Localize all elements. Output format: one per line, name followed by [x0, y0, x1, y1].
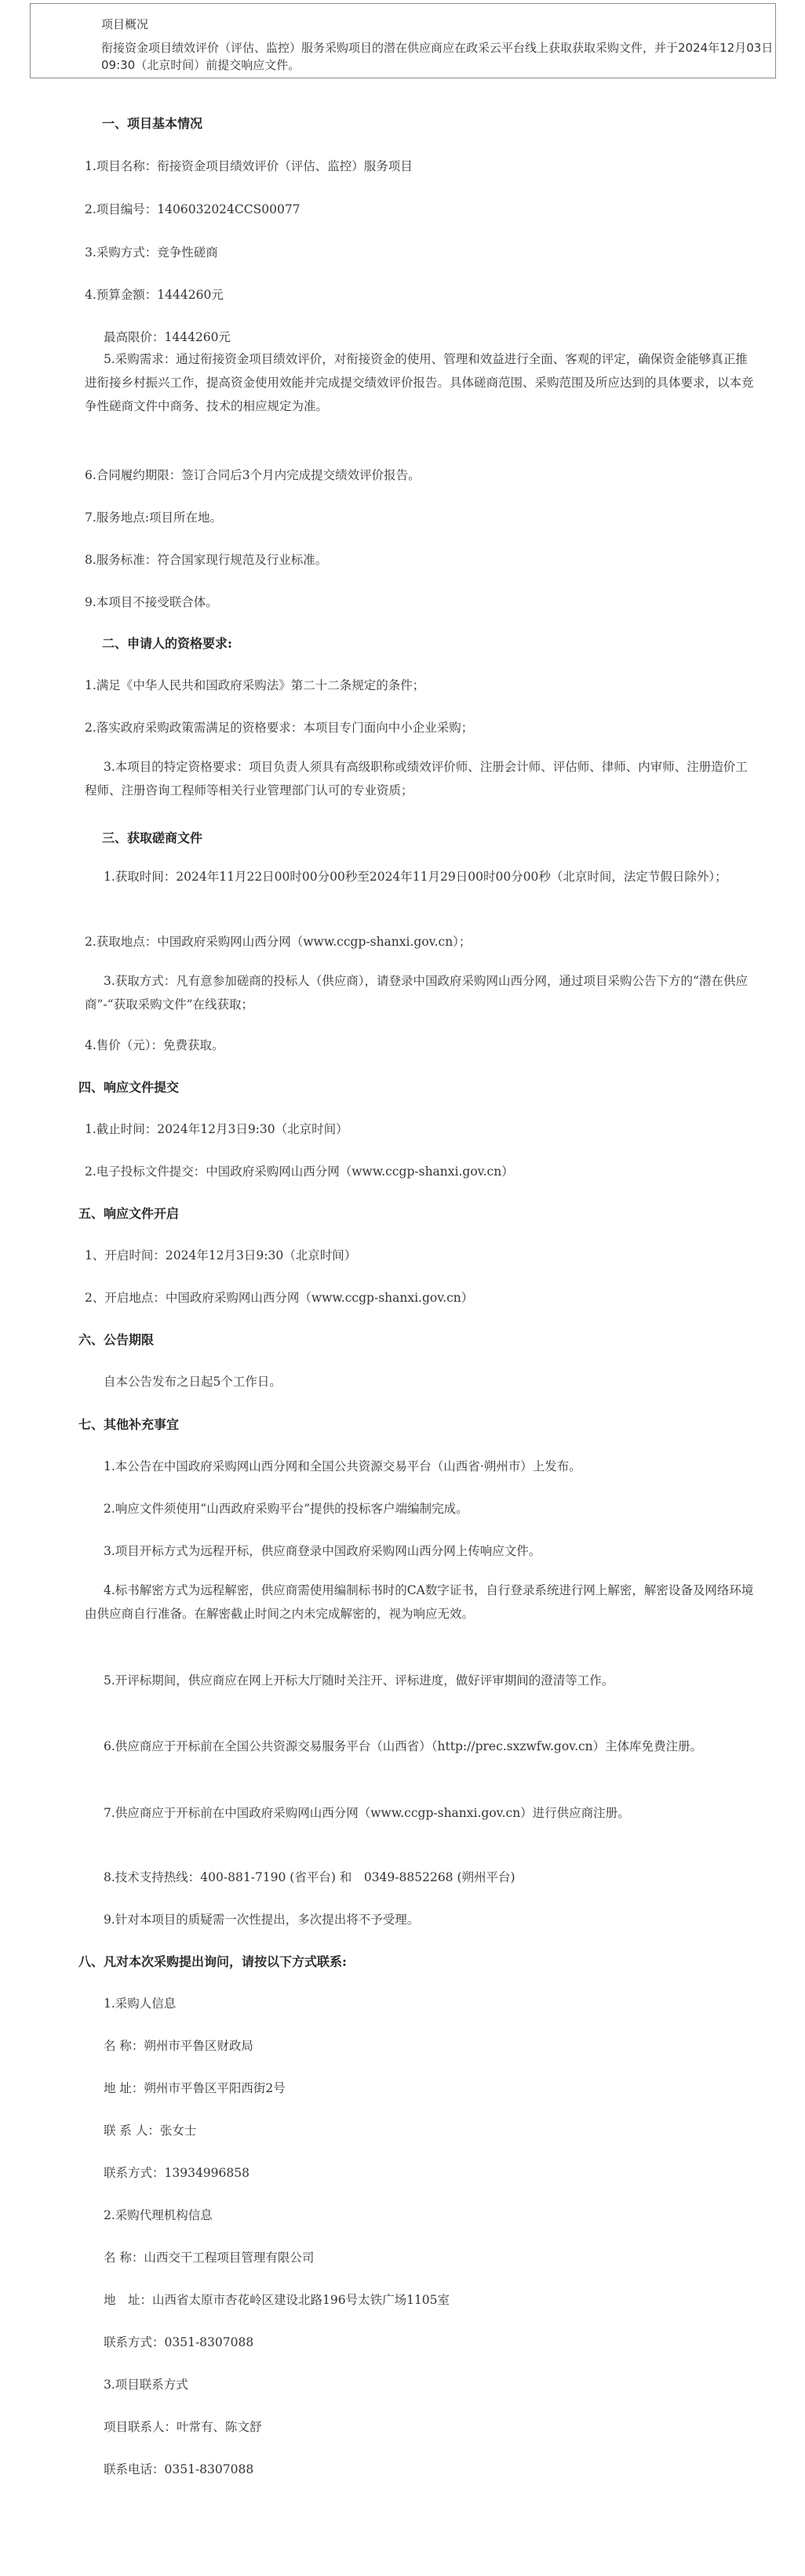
agency-name: 名 称：山西交干工程项目管理有限公司	[104, 2251, 315, 2265]
project-phone: 联系电话：0351-8307088	[104, 2462, 254, 2476]
purchaser-contact: 联 系 人：张女士	[104, 2124, 197, 2138]
summary-title: 项目概况	[101, 17, 149, 31]
opening-location: 2、开启地点：中国政府采购网山西分网（www.ccgp-shanxi.gov.cn）	[85, 1291, 474, 1305]
submission-deadline: 1.截止时间：2024年12月3日9:30（北京时间）	[85, 1122, 348, 1136]
acquisition-method: 3.获取方式：凡有意参加磋商的投标人（供应商），请登录中国政府采购网山西分网，通过项目采购公告下方的“潜在供应商”-“获取采购文件”在线获取；	[85, 974, 748, 1012]
supplement-5: 5.开评标期间，供应商应在网上开标大厅随时关注开、评标进度，做好评审期间的澄清等工作。	[104, 1673, 614, 1688]
purchaser-address: 地 址：朔州市平鲁区平阳西街2号	[104, 2081, 286, 2095]
section-7-heading: 七、其他补充事宜	[78, 1417, 180, 1432]
section-2-heading: 二、申请人的资格要求:	[102, 636, 232, 651]
supplement-6: 6.供应商应于开标前在全国公共资源交易服务平台（山西省）（http://prec.sxzwfw.gov.cn）主体库免费注册。	[104, 1739, 703, 1753]
section-3-heading: 三、获取磋商文件	[102, 830, 203, 845]
purchaser-phone: 联系方式：13934996858	[104, 2166, 250, 2180]
announcement-period: 自本公告发布之日起5个工作日。	[104, 1375, 282, 1389]
project-number: 2.项目编号：1406032024CCS00077	[85, 202, 301, 216]
procurement-requirement: 5.采购需求：通过衔接资金项目绩效评价，对衔接资金的使用、管理和效益进行全面、客观的评定，确保资金能够真正推进衔接乡村振兴工作，提高资金使用效能并完成提交绩效评价报告。具体磋商范围、采购范围及所应达到的具体要求，以本竞争性磋商文件中商务、技术的相应规定为准。	[85, 352, 754, 413]
budget-amount: 4.预算金额：1444260元	[85, 288, 224, 302]
qualification-3: 3.本项目的特定资格要求：项目负责人须具有高级职称或绩效评价师、注册会计师、评估师、律师、内审师、注册造价工程师、注册咨询工程师等相关行业管理部门认可的专业资质；	[85, 760, 748, 798]
contract-period: 6.合同履约期限：签订合同后3个月内完成提交绩效评价报告。	[85, 468, 421, 482]
agency-title: 2.采购代理机构信息	[104, 2208, 213, 2222]
supplement-2: 2.响应文件须使用“山西政府采购平台”提供的投标客户端编制完成。	[104, 1502, 468, 1516]
max-price: 最高限价：1444260元	[104, 330, 231, 344]
service-standard: 8.服务标准：符合国家现行规范及行业标准。	[85, 553, 328, 567]
acquisition-time: 1.获取时间：2024年11月22日00时00分00秒至2024年11月29日00时00分00秒（北京时间，法定节假日除外）；	[104, 870, 727, 884]
acquisition-location: 2.获取地点：中国政府采购网山西分网（www.ccgp-shanxi.gov.cn）；	[85, 935, 472, 949]
tech-support-hotline: 8.技术支持热线：400-881-7190 (省平台) 和 0349-8852268 (朔州平台)	[104, 1870, 515, 1884]
supplement-7: 7.供应商应于开标前在中国政府采购网山西分网（www.ccgp-shanxi.gov.cn）进行供应商注册。	[104, 1806, 630, 1820]
section-1-heading: 一、项目基本情况	[102, 116, 203, 131]
electronic-submission: 2.电子投标文件提交：中国政府采购网山西分网（www.ccgp-shanxi.gov.cn）	[85, 1164, 514, 1179]
qualification-2: 2.落实政府采购政策需满足的资格要求：本项目专门面向中小企业采购；	[85, 721, 474, 735]
section-6-heading: 六、公告期限	[78, 1332, 155, 1347]
agency-phone: 联系方式：0351-8307088	[104, 2335, 254, 2349]
section-5-heading: 五、响应文件开启	[78, 1206, 180, 1221]
service-location: 7.服务地点:项目所在地。	[85, 510, 223, 525]
supplement-1: 1.本公告在中国政府采购网山西分网和全国公共资源交易平台（山西省·朔州市）上发布。	[104, 1459, 581, 1473]
no-consortium: 9.本项目不接受联合体。	[85, 595, 218, 609]
qualification-1: 1.满足《中华人民共和国政府采购法》第二十二条规定的条件；	[85, 678, 425, 692]
supplement-4: 4.标书解密方式为远程解密，供应商需使用编制标书时的CA数字证书，自行登录系统进行网上解密，解密设备及网络环境由供应商自行准备。在解密截止时间之内未完成解密的，视为响应无效。	[85, 1583, 754, 1621]
project-summary-box	[30, 3, 776, 78]
procurement-method: 3.采购方式：竞争性磋商	[85, 245, 218, 260]
project-contact-title: 3.项目联系方式	[104, 2378, 188, 2392]
price: 4.售价（元）：免费获取。	[85, 1038, 224, 1052]
purchaser-title: 1.采购人信息	[104, 1996, 177, 2011]
section-4-heading: 四、响应文件提交	[78, 1080, 180, 1095]
supplement-3: 3.项目开标方式为远程开标，供应商登录中国政府采购网山西分网上传响应文件。	[104, 1544, 541, 1558]
agency-address: 地 址：山西省太原市杏花岭区建设北路196号太铁广场1105室	[104, 2293, 450, 2307]
purchaser-name: 名 称：朔州市平鲁区财政局	[104, 2039, 253, 2053]
supplement-9: 9.针对本项目的质疑需一次性提出，多次提出将不予受理。	[104, 1913, 420, 1927]
section-8-heading: 八、凡对本次采购提出询问，请按以下方式联系:	[78, 1954, 347, 1969]
project-name: 1.项目名称：衔接资金项目绩效评价（评估、监控）服务项目	[85, 159, 413, 173]
opening-time: 1、开启时间：2024年12月3日9:30（北京时间）	[85, 1248, 357, 1263]
summary-body: 衔接资金项目绩效评价（评估、监控）服务采购项目的潜在供应商应在政采云平台线上获取获取采购文件，并于2024年12月03日 09:30（北京时间）前提交响应文件。	[101, 41, 774, 72]
project-contact: 项目联系人：叶常有、陈文舒	[104, 2420, 262, 2434]
